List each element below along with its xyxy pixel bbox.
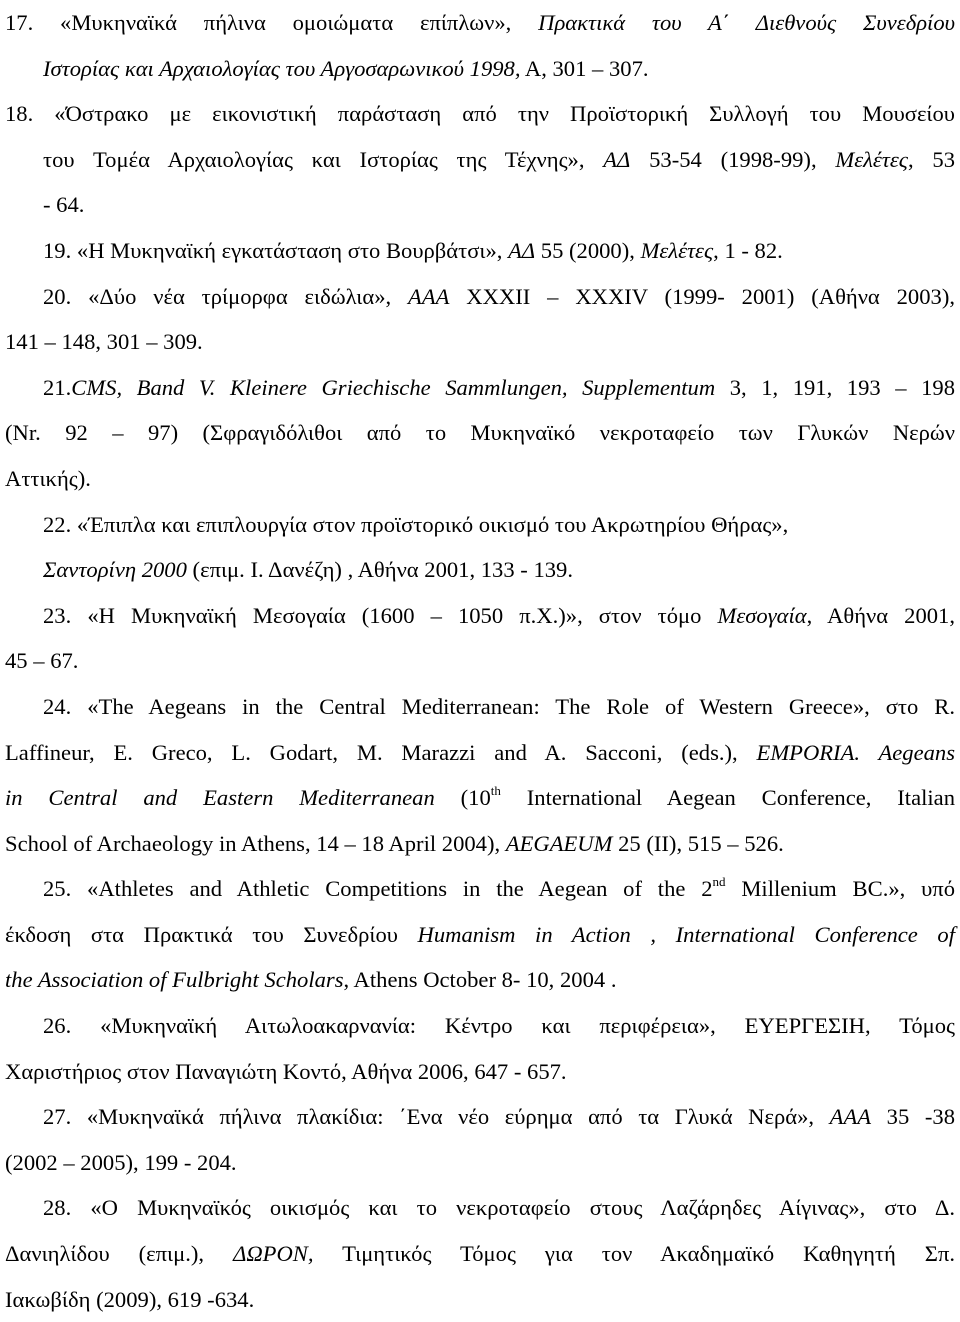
text-run: 21. [43,374,72,400]
text-run: 141 – 148, 301 – 309. [5,329,203,355]
text-run: 55 (2000), [535,237,641,263]
bibliography-entry-26 [5,1003,955,1094]
text-run: Ιστορίας και Αρχαιολογίας του Αργοσαρωνικού 1998, [43,55,521,81]
text-run: Μελέτες [640,237,714,263]
text-line [5,730,955,776]
bibliography-entry-24 [5,684,955,866]
text-run: 45 – 67. [5,648,79,674]
text-run: , Αθήνα 2001, [806,602,956,628]
text-line [5,547,955,593]
text-line [5,182,955,228]
text-run: Πρακτικά του Α΄ Διεθνούς Συνεδρίου [538,10,955,35]
text-run: Millenium BC.», υπό [725,876,955,902]
text-line [5,502,955,548]
text-run: ΑΑΑ [829,1104,872,1130]
text-run: EMPORIA. Aegeans [756,739,955,765]
text-run: Laffineur, E. Greco, L. Godart, M. Marazzi and A. Sacconi, (eds.), [5,739,757,765]
text-line [5,1003,955,1049]
text-run: School of Archaeology in Athens, 14 – 18 April 2004), [5,830,506,856]
text-run: Μεσογαία [717,602,807,628]
document-page [5,0,955,1322]
text-run: 35 -38 [871,1104,955,1130]
text-line [5,0,955,46]
text-run: του Τομέα Αρχαιολογίας και Ιστορίας της Τέχνης», [43,146,604,172]
text-run: the Association of Fulbright Scholars [5,967,344,993]
text-run: 20. «Δύο νέα τρίμορφα ειδώλια», [43,283,409,309]
text-run: ΔΩΡΟΝ, [233,1241,314,1267]
text-run: Σαντορίνη 2000 [43,557,187,583]
text-line [5,365,955,411]
text-run: (2002 – 2005), 199 - 204. [5,1149,237,1175]
text-line [5,46,955,92]
bibliography-entry-19 [5,228,955,274]
text-line [5,593,955,639]
text-line [5,821,955,867]
text-run: , 53 [907,146,955,172]
text-line [5,866,955,912]
text-run: 26. «Μυκηναϊκή Αιτωλοακαρνανία: Κέντρο και περιφέρεια», ΕΥΕΡΓΕΣΙΗ, Τόμος [43,1013,955,1039]
text-line [5,638,955,684]
bibliography-entry-18 [5,91,955,228]
bibliography-entry-22 [5,502,955,593]
text-line [5,274,955,320]
text-run: 25 (II), 515 – 526. [612,830,784,856]
text-line [5,319,955,365]
text-line [5,91,955,137]
bibliography-entry-17 [5,0,955,91]
text-line [5,1277,955,1322]
text-run: 27. «Μυκηναϊκά πήλινα πλακίδια: ΄Ενα νέο εύρημα από τα Γλυκά Νερά», [43,1104,830,1130]
text-run: Τιμητικός Τόμος για τον Ακαδημαϊκό Καθηγητή Σπ. [313,1241,955,1267]
text-line [5,137,955,183]
text-line [5,410,955,456]
text-run: XXXII – XXXIV (1999- 2001) (Αθήνα 2003), [449,283,955,309]
text-line [5,684,955,730]
text-run: Ιακωβίδη (2009), 619 -634. [5,1286,255,1312]
superscript: th [490,783,501,799]
text-line [5,775,955,821]
bibliography-entry-23 [5,593,955,684]
text-line [5,1094,955,1140]
bibliography-entry-27 [5,1094,955,1185]
bibliography-entry-25 [5,866,955,1003]
text-run: ΑΔ [603,146,631,172]
text-run: in Central and Eastern Mediterranean [5,785,435,811]
text-run: 18. «Όστρακο με εικονιστική παράσταση από την Προϊστορική Συλλογή του Μουσείου [5,101,955,127]
text-line [5,456,955,502]
text-run: CMS, Band V. Kleinere Griechische Sammlungen, Supplementum [71,374,716,400]
text-run: 25. «Athletes and Athletic Competitions in the Aegean of the 2 [43,876,713,902]
text-run: (10 [434,785,491,811]
text-run: Χαριστήριος στον Παναγιώτη Κοντό, Αθήνα 2006, 647 - 657. [5,1058,567,1084]
superscript: nd [712,874,726,890]
text-line [5,1049,955,1095]
text-line [5,1231,955,1277]
text-run: Αττικής). [5,465,91,491]
text-run: 28. «Ο Μυκηναϊκός οικισμός και το νεκροταφείο στους Λαζάρηδες Αίγινας», στο Δ. [43,1195,955,1221]
text-line [5,912,955,958]
text-run: 24. «The Aegeans in the Central Mediterranean: The Role of Western Greece», στο R. [43,693,955,719]
text-line [5,228,955,274]
text-run: Α, 301 – 307. [520,55,649,81]
text-run: έκδοση στα Πρακτικά του Συνεδρίου [5,921,418,947]
text-run: ΑΑΑ [408,283,450,309]
text-line [5,1140,955,1186]
text-line [5,957,955,1003]
text-run: Μελέτες [835,146,908,172]
text-line [5,1185,955,1231]
text-run: AEGAEUM [505,830,613,856]
text-run: 19. «Η Μυκηναϊκή εγκατάσταση στο Βουρβάτσι», [43,237,509,263]
text-run: (επιμ. Ι. Δανέζη) , Αθήνα 2001, 133 - 139. [186,557,574,583]
text-run: Humanism in Action , International Conference of [417,921,955,947]
text-run: International Aegean Conference, Italian [500,785,955,811]
text-run: , Athens October 8- 10, 2004 . [343,967,617,993]
text-run: 3, 1, 191, 193 – 198 [715,374,955,400]
text-run: 23. «Η Μυκηναϊκή Μεσογαία (1600 – 1050 π.Χ.)», στον τόμο [43,602,718,628]
text-run: - 64. [43,192,85,218]
text-run: , 1 - 82. [713,237,783,263]
text-run: 22. «Έπιπλα και επιπλουργία στον προϊστορικό οικισμό του Ακρωτηρίου Θήρας», [43,511,789,537]
text-run: ΑΔ [508,237,536,263]
bibliography-entry-20 [5,274,955,365]
bibliography-entry-21 [5,365,955,502]
text-run: Δανιηλίδου (επιμ.), [5,1241,234,1267]
text-run: 17. «Μυκηναϊκά πήλινα ομοιώματα επίπλων», [5,10,539,35]
text-run: 53-54 (1998-99), [630,146,836,172]
bibliography-entry-28 [5,1185,955,1322]
text-run: (Nr. 92 – 97) (Σφραγιδόλιθοι από το Μυκηναϊκό νεκροταφείο των Γλυκών Νερών [5,420,955,446]
